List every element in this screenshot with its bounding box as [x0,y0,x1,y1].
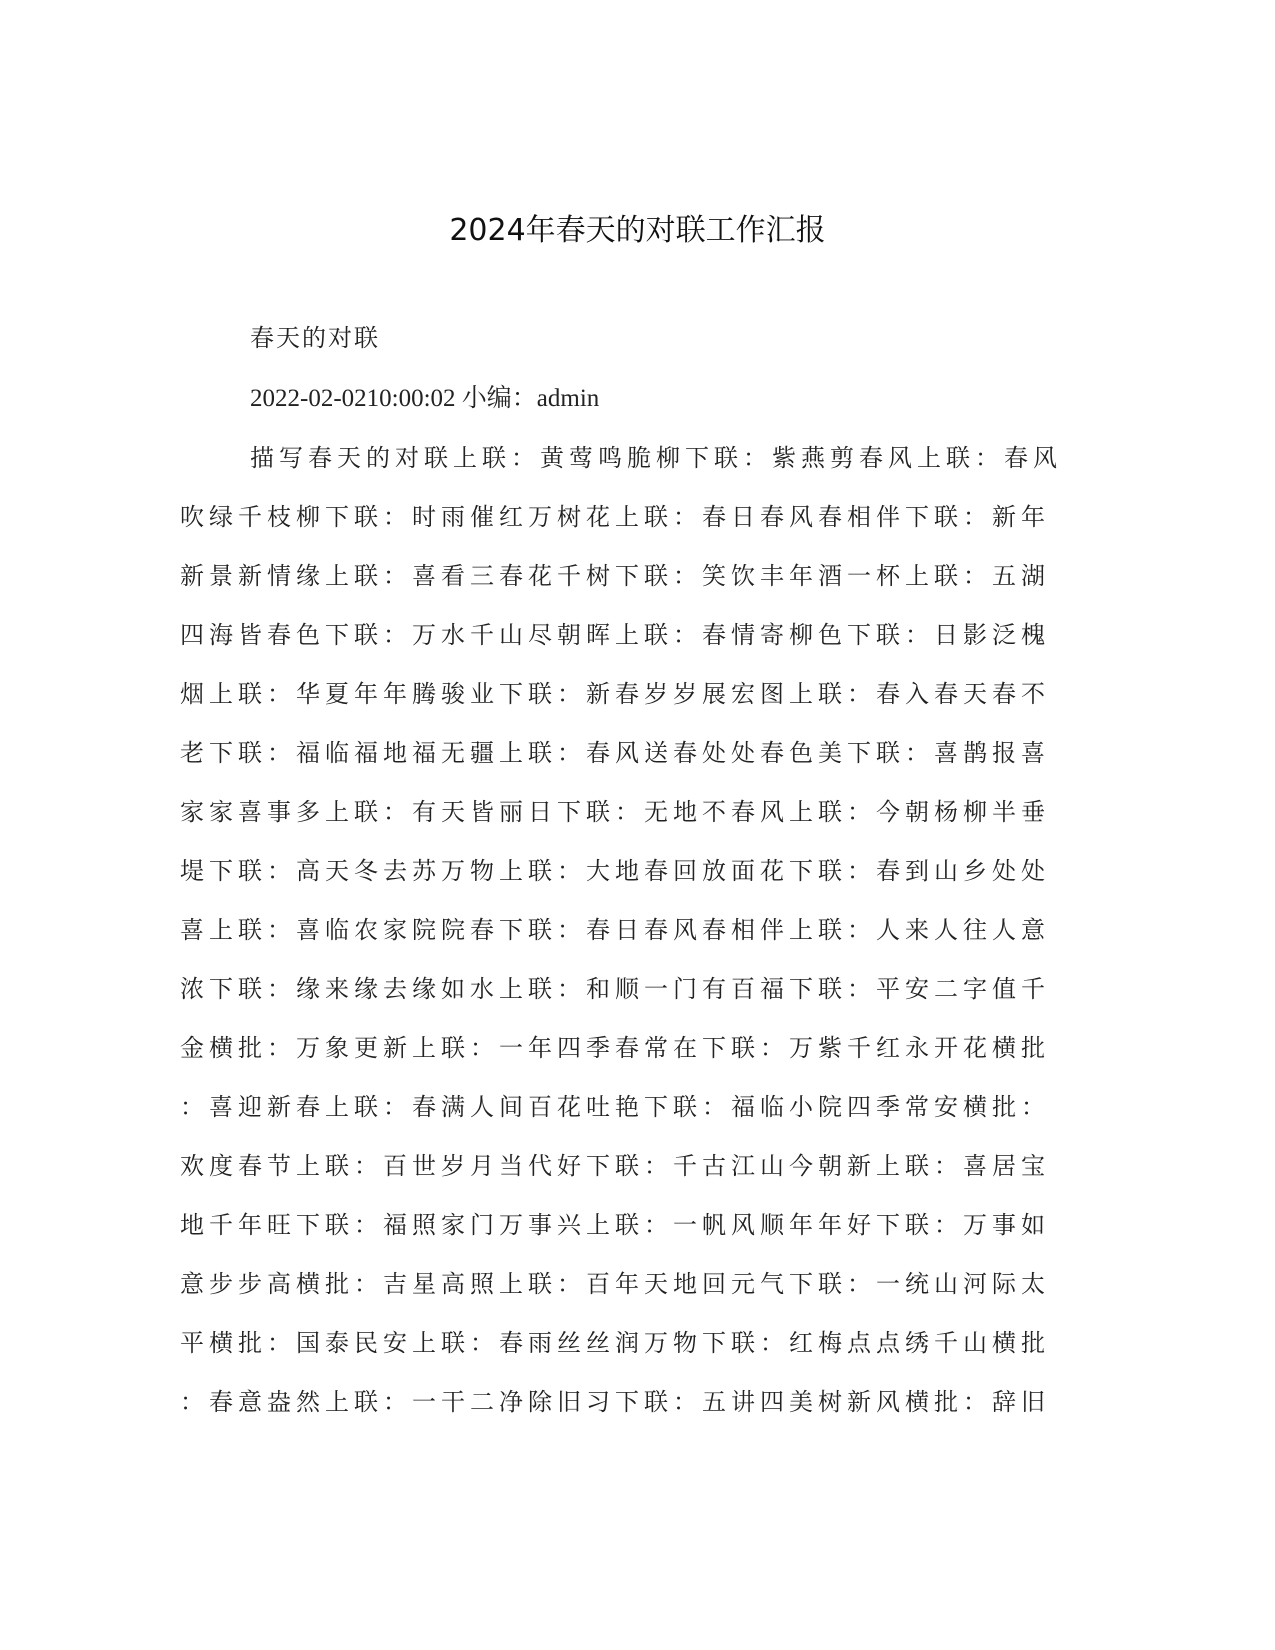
body-text-line: 堤下联：高天冬去苏万物上联：大地春回放面花下联：春到山乡处处 [180,857,1050,885]
body-text-line: 地千年旺下联：福照家门万事兴上联：一帆风顺年年好下联：万事如 [180,1211,1050,1239]
body-text-line: 浓下联：缘来缘去缘如水上联：和顺一门有百福下联：平安二字值千 [180,975,1050,1003]
post-meta: 2022-02-0210:00:02 小编：admin [250,385,600,412]
body-text-line: 四海皆春色下联：万水千山尽朝晖上联：春情寄柳色下联：日影泛槐 [180,621,1050,649]
section-heading: 春天的对联 [250,324,380,352]
document-title: 2024年春天的对联工作汇报 [449,213,826,248]
body-text-line: 新景新情缘上联：喜看三春花千树下联：笑饮丰年酒一杯上联：五湖 [180,562,1050,590]
body-text-line: ：春意盎然上联：一干二净除旧习下联：五讲四美树新风横批：辞旧 [180,1388,1050,1416]
body-text-line: 平横批：国泰民安上联：春雨丝丝润万物下联：红梅点点绣千山横批 [180,1329,1050,1357]
body-text-line: 描写春天的对联上联：黄莺鸣脆柳下联：紫燕剪春风上联：春风 [250,444,1062,472]
body-text-line: 意步步高横批：吉星高照上联：百年天地回元气下联：一统山河际太 [180,1270,1050,1298]
body-text-line: 吹绿千枝柳下联：时雨催红万树花上联：春日春风春相伴下联：新年 [180,503,1050,531]
body-text-line: 欢度春节上联：百世岁月当代好下联：千古江山今朝新上联：喜居宝 [180,1152,1050,1180]
body-text-line: 金横批：万象更新上联：一年四季春常在下联：万紫千红永开花横批 [180,1034,1050,1062]
body-text-line: 家家喜事多上联：有天皆丽日下联：无地不春风上联：今朝杨柳半垂 [180,798,1050,826]
body-text-line: 烟上联：华夏年年腾骏业下联：新春岁岁展宏图上联：春入春天春不 [180,680,1050,708]
body-text-line: 喜上联：喜临农家院院春下联：春日春风春相伴上联：人来人往人意 [180,916,1050,944]
body-text-line: ：喜迎新春上联：春满人间百花吐艳下联：福临小院四季常安横批： [180,1093,1050,1121]
body-text-line: 老下联：福临福地福无疆上联：春风送春处处春色美下联：喜鹊报喜 [180,739,1050,767]
